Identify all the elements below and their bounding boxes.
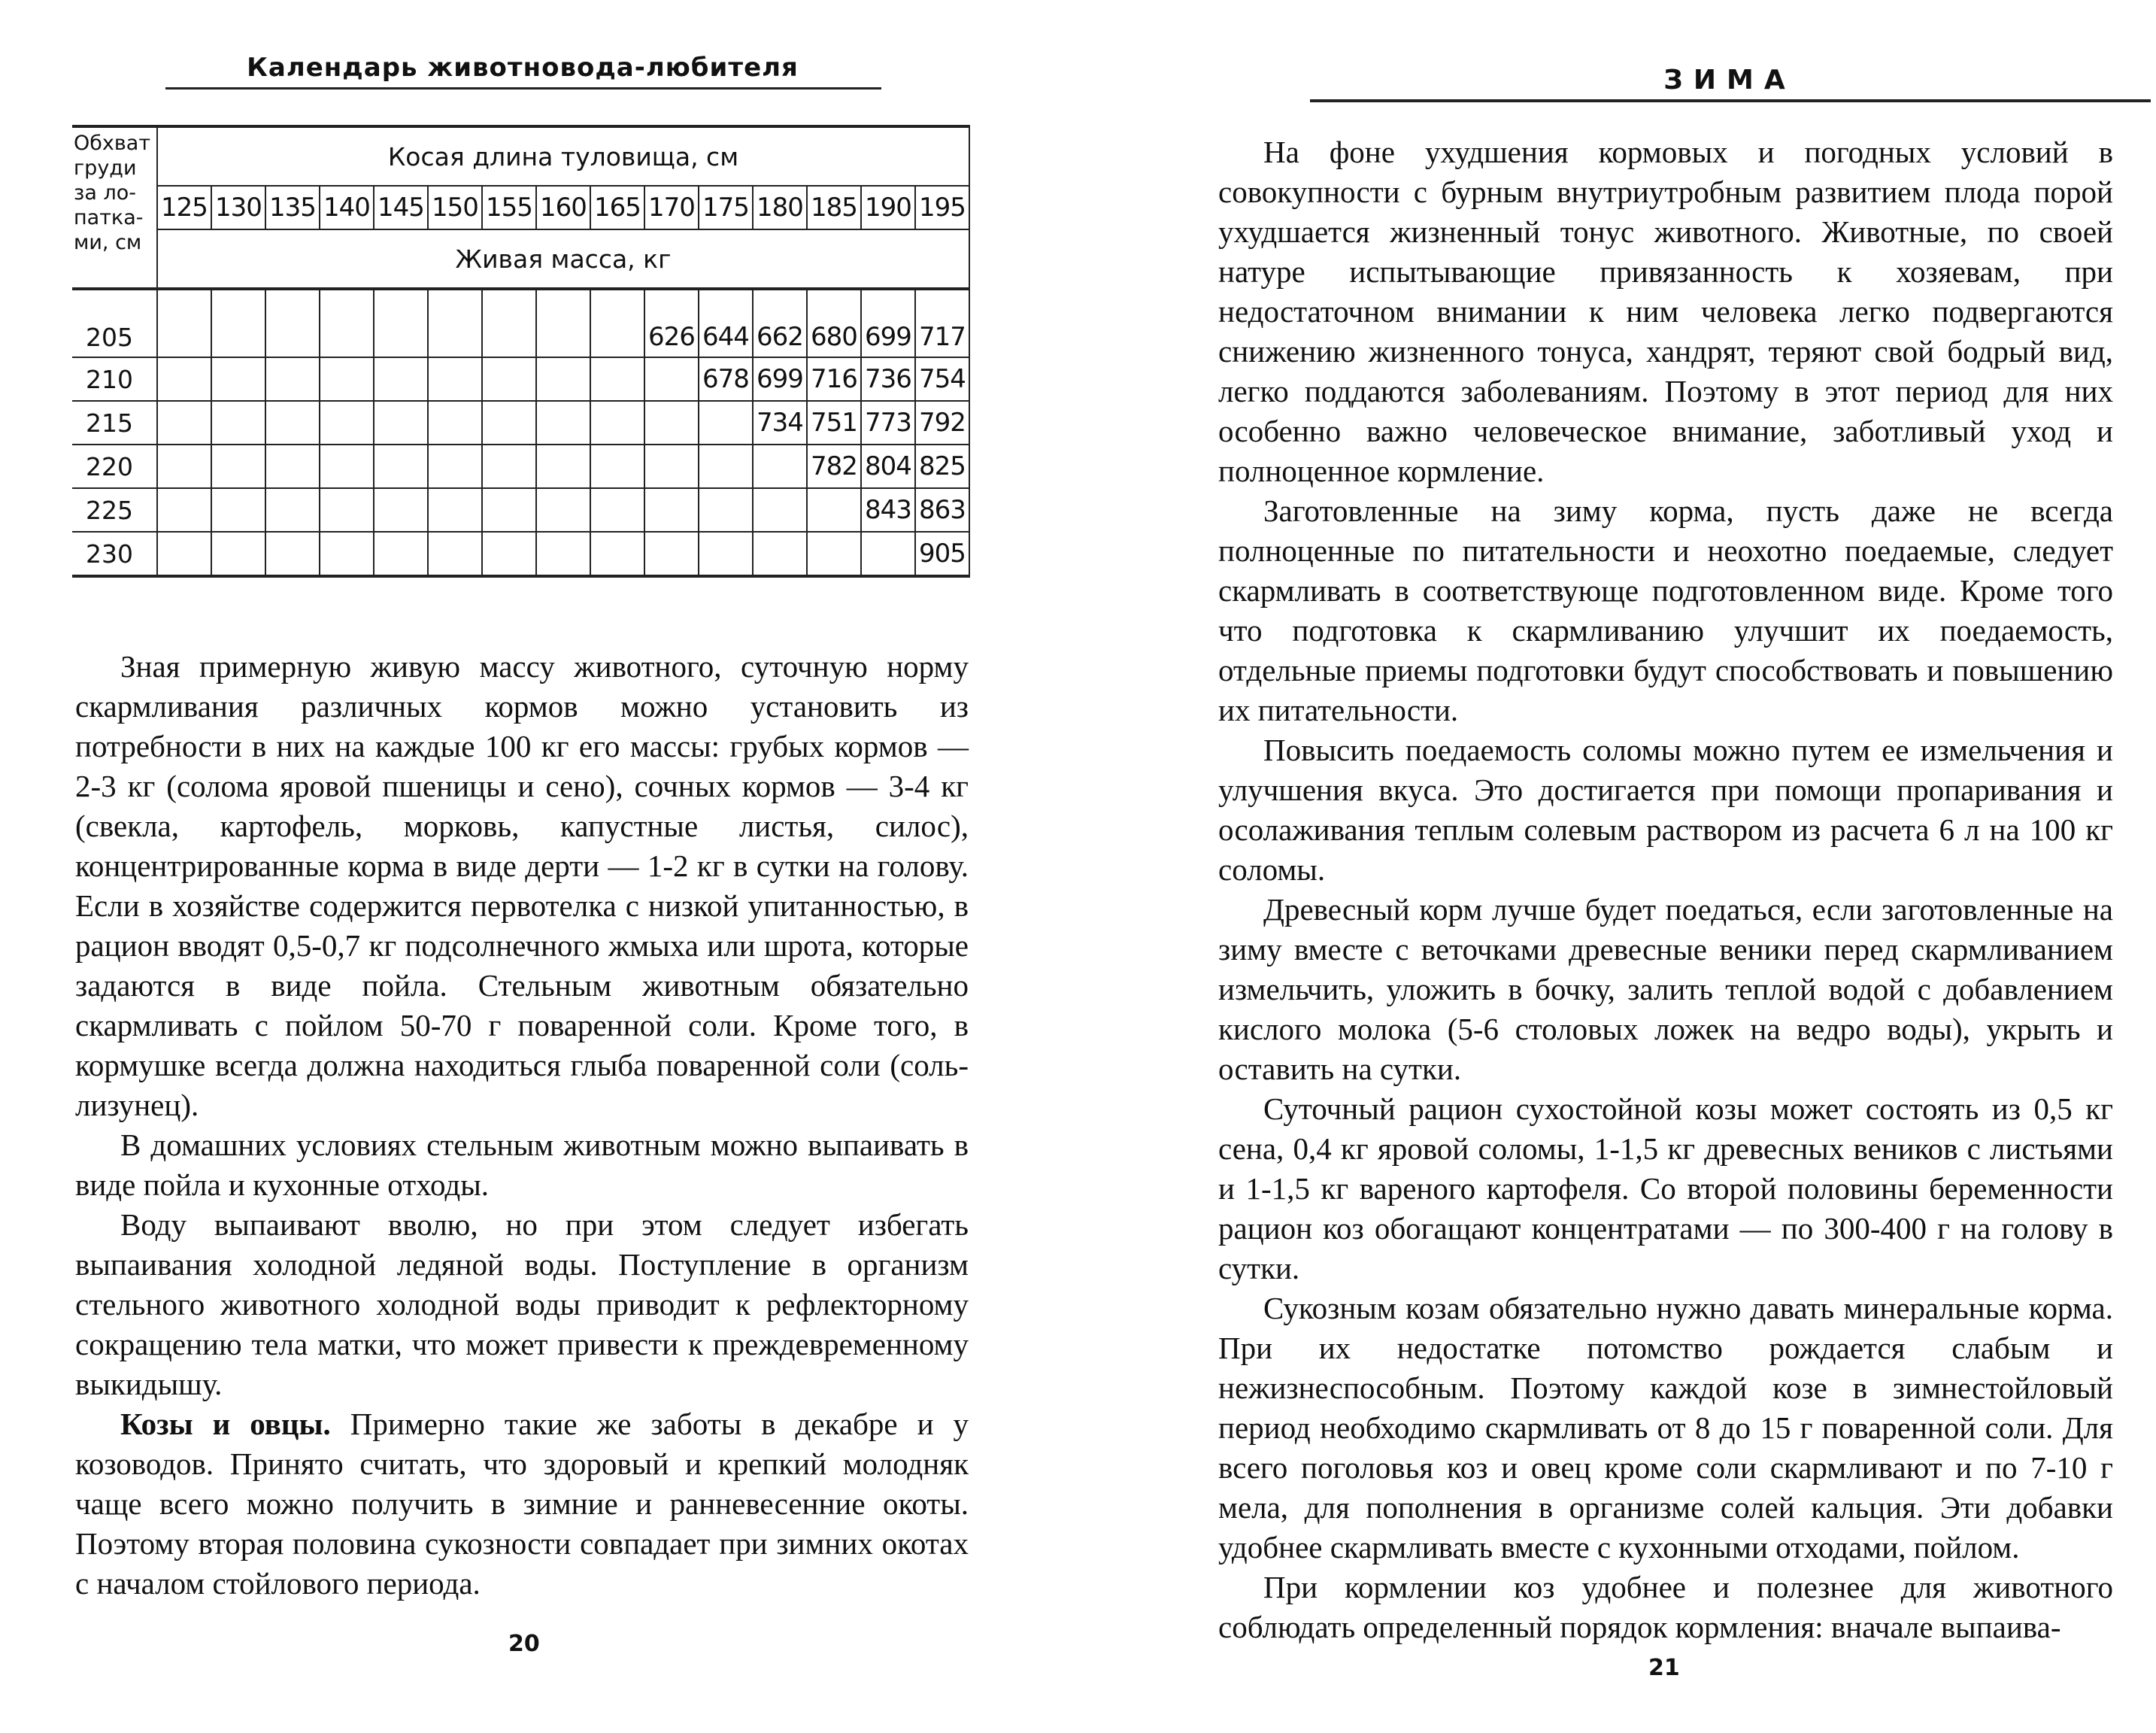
mass-cell — [157, 289, 211, 357]
mass-cell: 626 — [644, 289, 699, 357]
mass-cell — [265, 357, 320, 401]
mass-cell — [590, 401, 644, 445]
mass-cell — [157, 401, 211, 445]
mass-cell — [536, 289, 590, 357]
length-header-cell: 145 — [374, 186, 428, 229]
left-body-text — [75, 647, 969, 1604]
mass-cell: 716 — [807, 357, 861, 401]
mass-cell — [211, 357, 265, 401]
mass-cell — [265, 488, 320, 532]
mass-cell — [590, 488, 644, 532]
paragraph: На фоне ухудшения кормовых и погодных условий в совокупности с бурным внутриутробным развитием плода порой ухудшается жизненный тонус животного. Животные, по своей натуре испытывающие привязанность к хозяевам, при недостаточном внимании к ним человека легко подвергаются снижению жизненного тонуса, хандрят, теряют свой бодрый вид, легко поддаются заболеваниям. Поэтому в этот период для них особенно важно человеческое внимание, заботливый уход и полноценное кормление. — [1218, 135, 2113, 488]
mass-cell — [265, 532, 320, 576]
running-head-right: ЗИМА — [1663, 65, 1796, 96]
mass-cell — [320, 289, 374, 357]
mass-cell — [211, 401, 265, 445]
mass-cell: 792 — [915, 401, 969, 445]
mass-table-body — [72, 289, 969, 576]
mass-cell — [265, 445, 320, 488]
mass-cell: 699 — [753, 357, 807, 401]
mass-cell — [211, 289, 265, 357]
length-header-cell: 190 — [861, 186, 915, 229]
mass-cell — [699, 488, 753, 532]
girth-cell: 225 — [72, 488, 157, 532]
stub-line: патка- — [74, 206, 144, 229]
mass-cell — [753, 488, 807, 532]
length-header-cell: 150 — [428, 186, 482, 229]
mass-cell: 782 — [807, 445, 861, 488]
mass-cell: 843 — [861, 488, 915, 532]
mass-cell — [807, 532, 861, 576]
mass-cell — [428, 401, 482, 445]
right-page — [1098, 0, 2156, 1733]
header-rule-right — [1310, 99, 2151, 102]
mass-cell — [536, 488, 590, 532]
mass-cell: 644 — [699, 289, 753, 357]
mass-cell — [157, 357, 211, 401]
mass-cell — [482, 532, 536, 576]
right-body-text — [1218, 132, 2113, 1647]
mass-cell — [211, 488, 265, 532]
mass-cell — [644, 445, 699, 488]
paragraph: Повысить поедаемость соломы можно путем ее измельчения и улучшения вкуса. Это достигается при помощи пропаривания и осолаживания теплым солевым раствором из расчета 6 л на 100 кг соломы. — [1218, 733, 2113, 887]
mass-cell: 736 — [861, 357, 915, 401]
mass-header: Живая масса, кг — [157, 229, 969, 289]
mass-cell: 804 — [861, 445, 915, 488]
mass-cell — [590, 357, 644, 401]
mass-cell — [753, 445, 807, 488]
goats-lead: Козы и овцы. — [120, 1407, 331, 1441]
mass-cell — [482, 445, 536, 488]
mass-cell — [644, 488, 699, 532]
header-rule-left — [165, 87, 881, 90]
mass-cell — [482, 357, 536, 401]
mass-cell — [320, 357, 374, 401]
paragraph: Древесный корм лучше будет поедаться, если заготовленные на зиму вместе с веточками древесные веники перед скармливанием измельчить, уложить в бочку, залить теплой водой с добавлением кислого молока (5-6 столовых ложек на ведро воды), укрыть и оставить на сутки. — [1218, 892, 2113, 1086]
girth-cell: 210 — [72, 357, 157, 401]
mass-cell: 699 — [861, 289, 915, 357]
stub-line: Обхват — [74, 132, 151, 155]
girth-cell: 230 — [72, 532, 157, 576]
paragraph: При кормлении коз удобнее и полезнее для животного соблюдать определенный порядок кормления: вначале выпаива- — [1218, 1570, 2113, 1644]
mass-cell — [807, 488, 861, 532]
mass-cell — [320, 401, 374, 445]
table-row — [72, 532, 969, 576]
mass-cell — [753, 532, 807, 576]
mass-cell: 751 — [807, 401, 861, 445]
mass-cell: 863 — [915, 488, 969, 532]
mass-cell — [374, 357, 428, 401]
mass-cell — [211, 445, 265, 488]
mass-cell — [320, 445, 374, 488]
mass-cell — [157, 488, 211, 532]
mass-cell — [644, 532, 699, 576]
mass-cell — [536, 532, 590, 576]
mass-cell — [699, 532, 753, 576]
length-header-cell: 170 — [644, 186, 699, 229]
length-header-cell: 155 — [482, 186, 536, 229]
girth-cell: 205 — [72, 289, 157, 357]
mass-cell — [428, 357, 482, 401]
table-row — [72, 488, 969, 532]
page-number-right: 21 — [1648, 1655, 1680, 1681]
mass-cell: 754 — [915, 357, 969, 401]
mass-cell: 717 — [915, 289, 969, 357]
mass-cell — [590, 445, 644, 488]
table-row — [72, 289, 969, 357]
stub-line: за ло- — [74, 181, 137, 205]
length-header-cell: 135 — [265, 186, 320, 229]
mass-cell — [157, 445, 211, 488]
mass-cell — [644, 357, 699, 401]
mass-cell — [157, 532, 211, 576]
length-header-cell: 140 — [320, 186, 374, 229]
mass-cell — [374, 532, 428, 576]
mass-cell — [482, 401, 536, 445]
mass-cell: 678 — [699, 357, 753, 401]
stub-line: ми, см — [74, 231, 142, 254]
paragraph-goats — [75, 1404, 969, 1604]
mass-cell — [590, 532, 644, 576]
mass-cell — [861, 532, 915, 576]
mass-cell — [374, 401, 428, 445]
paragraph: Зная примерную живую массу животного, суточную норму скармливания различных кормов можно установить из потребности в них на каждые 100 кг его массы: грубых кормов — 2-3 кг (солома яровой пшеницы и сено), сочных кормов — 3-4 кг (свекла, картофель, морковь, капустные листья, силос), концентрированные корма в виде дерти — 1-2 кг в сутки на голову. Если в хозяйстве содержится первотелка с низкой упитанностью, в рацион вводят 0,5-0,7 кг подсолнечного жмыха или шрота, которые задаются в виде пойла. Стельным животным обязательно скармливать с пойлом 50-70 г поваренной соли. Кроме того, в кормушке всегда должна находиться глыба поваренной соли (соль-лизунец). — [75, 649, 969, 1122]
mass-cell — [482, 488, 536, 532]
mass-cell: 773 — [861, 401, 915, 445]
goats-text: Примерно такие же заботы в декабре и у козоводов. Принято считать, что здоровый и крепкий молодняк чаще всего можно получить в зимние и ранневесенние окоты. Поэтому вторая половина сукозности совпадает при зимних окотах с началом стойлового периода. — [75, 1407, 969, 1601]
table-stub-header — [72, 126, 157, 289]
girth-cell: 215 — [72, 401, 157, 445]
live-mass-table — [72, 125, 970, 578]
table-row — [72, 401, 969, 445]
length-header-cell: 195 — [915, 186, 969, 229]
length-header-cell: 175 — [699, 186, 753, 229]
mass-cell — [265, 289, 320, 357]
length-header: Косая длина туловища, см — [157, 126, 969, 186]
mass-cell — [428, 289, 482, 357]
girth-cell: 220 — [72, 445, 157, 488]
paragraph: Заготовленные на зиму корма, пусть даже не всегда полноценные по питательности и неохотно поедаемые, следует скармливать в соответствующе подготовленном виде. Кроме того что подготовка к скармливанию улучшит их поедаемость, отдельные приемы подготовки будут способствовать и повышению их питательности. — [1218, 493, 2113, 727]
mass-cell — [428, 532, 482, 576]
mass-cell: 680 — [807, 289, 861, 357]
mass-cell — [536, 357, 590, 401]
mass-cell — [699, 401, 753, 445]
length-header-cell: 185 — [807, 186, 861, 229]
mass-cell: 905 — [915, 532, 969, 576]
table-row — [72, 357, 969, 401]
stub-line: груди — [74, 156, 137, 180]
mass-cell — [482, 289, 536, 357]
mass-cell — [320, 532, 374, 576]
running-head-left: Календарь животновода-любителя — [247, 53, 799, 83]
mass-cell: 662 — [753, 289, 807, 357]
length-header-cell: 130 — [211, 186, 265, 229]
mass-cell: 734 — [753, 401, 807, 445]
mass-cell — [374, 488, 428, 532]
mass-cell — [590, 289, 644, 357]
mass-cell — [374, 445, 428, 488]
mass-cell — [374, 289, 428, 357]
mass-cell — [211, 532, 265, 576]
length-header-cell: 180 — [753, 186, 807, 229]
length-header-cell: 125 — [157, 186, 211, 229]
mass-cell — [699, 445, 753, 488]
length-header-cell: 160 — [536, 186, 590, 229]
paragraph: В домашних условиях стельным животным можно выпаивать в виде пойла и кухонные отходы. — [75, 1128, 969, 1202]
paragraph: Сукозным козам обязательно нужно давать минеральные корма. При их недостатке потомство рождается слабым и нежизнеспособным. Поэтому каждой козе в зимнестойловый период необходимо скармливать от 8 до 15 г поваренной соли. Для всего поголовья коз и овец кроме соли скармливают и по 7-10 г мела, для пополнения в организме солей кальция. Эти добавки удобнее скармливать вместе с кухонными отходами, пойлом. — [1218, 1291, 2113, 1565]
left-page — [0, 0, 1053, 1733]
mass-cell — [428, 445, 482, 488]
mass-cell — [428, 488, 482, 532]
mass-cell — [644, 401, 699, 445]
mass-cell — [320, 488, 374, 532]
table-row — [72, 445, 969, 488]
length-values-row — [72, 186, 969, 229]
length-header-cell: 165 — [590, 186, 644, 229]
paragraph: Воду выпаивают вволю, но при этом следует избегать выпаивания холодной ледяной воды. Поступление в организм стельного животного холодной воды приводит к рефлекторному сокращению тела матки, что может привести к преждевременному выкидышу. — [75, 1207, 969, 1401]
paragraph: Суточный рацион сухостойной козы может состоять из 0,5 кг сена, 0,4 кг яровой соломы, 1-1,5 кг древесных веников с листьями и 1-1,5 кг вареного картофеля. Со второй половины беременности рацион коз обогащают концентратами — по 300-400 г на голову в сутки. — [1218, 1091, 2113, 1285]
mass-cell — [265, 401, 320, 445]
mass-cell — [536, 401, 590, 445]
page-number-left: 20 — [508, 1631, 540, 1657]
mass-cell: 825 — [915, 445, 969, 488]
mass-cell — [536, 445, 590, 488]
